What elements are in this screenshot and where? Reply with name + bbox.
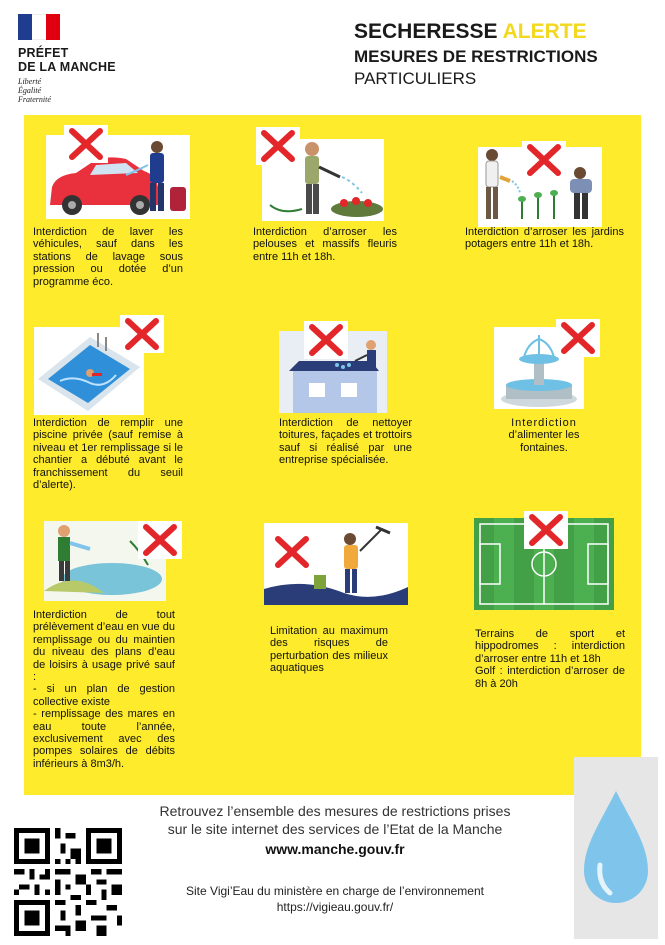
restriction-text: Interdiction de laver les véhicules, sauf dans les stations de lavage sous pression ou dotée d’un programme éco. xyxy=(33,226,183,288)
vigieau-text: Site Vigi’Eau du ministère en charge de l’environnement xyxy=(186,884,484,898)
vigieau-link[interactable]: https://vigieau.gouv.fr/ xyxy=(276,900,394,914)
restriction-text: Terrains de sport et hippodromes : interdiction d’arroser entre 11h et 18h Golf : interdiction d’arroser de 8h à 20h xyxy=(475,628,625,690)
footer-line: Retrouvez l’ensemble des mesures de restrictions prises xyxy=(159,803,511,819)
prohibited-cross-icon xyxy=(256,127,300,165)
restriction-text: Interdiction d’arroser les jardins potagers entre 11h et 18h. xyxy=(465,226,624,251)
prohibited-cross-icon xyxy=(270,533,314,571)
prohibited-cross-icon xyxy=(138,521,182,559)
prohibited-cross-icon xyxy=(120,315,164,353)
restriction-text: Interdiction d’alimenter les fontaines. xyxy=(508,417,580,454)
prefecture-website-link[interactable]: www.manche.gouv.fr xyxy=(265,841,405,857)
page-subtitle: MESURES DE RESTRICTIONS xyxy=(354,47,598,66)
french-flag-icon xyxy=(18,14,60,40)
prohibited-cross-icon xyxy=(522,141,566,179)
vigieau-info xyxy=(135,883,535,915)
title-alert-level: ALERTE xyxy=(502,20,587,43)
qr-code-icon[interactable] xyxy=(14,828,122,936)
prohibited-cross-icon xyxy=(304,321,348,359)
title-drought: SECHERESSE xyxy=(354,20,498,43)
footer-info xyxy=(110,802,560,858)
prefecture-logo xyxy=(18,14,158,104)
prohibited-cross-icon xyxy=(556,319,600,357)
republic-motto: Liberté Égalité Fraternité xyxy=(18,77,51,104)
footer-line: sur le site internet des services de l’Etat de la Manche xyxy=(167,821,503,837)
restriction-text: Interdiction de tout prélèvement d’eau en vue du remplissage ou du maintien du niveau des plans d’eau de loisirs à usage privé sauf : - si un plan de gestion collective existe - remplissage des mares en eau toute l’année, exclusivement avec des pompes solaires de débits inférieurs à 8m3/h. xyxy=(33,609,175,770)
restriction-text: Interdiction de nettoyer toitures, façades et trottoirs sauf si réalisé par une entreprise spécialisée. xyxy=(279,417,412,467)
water-drop-icon xyxy=(574,757,658,939)
page-title xyxy=(354,20,654,44)
restriction-text: Limitation au maximum des risques de perturbation des milieux aquatiques xyxy=(270,625,388,675)
page-header xyxy=(354,20,654,90)
prohibited-cross-icon xyxy=(524,511,568,549)
prefet-name: PRÉFET DE LA MANCHE xyxy=(18,46,116,74)
restrictions-panel xyxy=(24,115,641,795)
restriction-text: Interdiction d’arroser les pelouses et massifs fleuris entre 11h et 18h. xyxy=(253,226,397,263)
restriction-text: Interdiction de remplir une piscine privée (sauf remise à niveau et 1er remplissage si le chantier a débuté avant le franchissement du seuil d’alerte). xyxy=(33,417,183,492)
page-audience: PARTICULIERS xyxy=(354,69,477,88)
prohibited-cross-icon xyxy=(64,125,108,163)
